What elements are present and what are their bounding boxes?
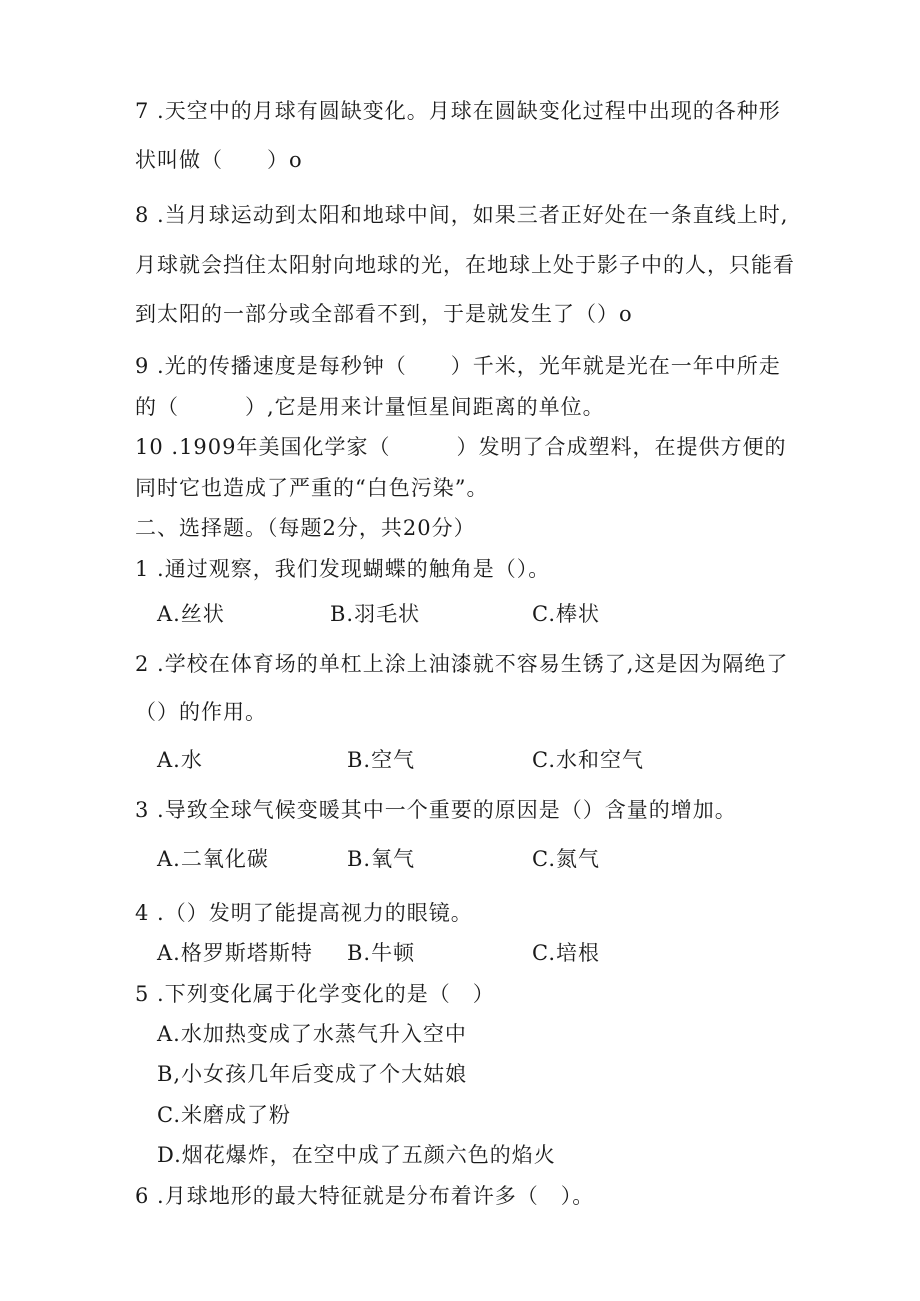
option-d: D.烟花爆炸，在空中成了五颜六色的焰火 — [157, 1143, 556, 1167]
question-text-line: 月球就会挡住太阳射向地球的光，在地球上处于影子中的人，只能看 — [135, 253, 795, 277]
option-a: A.水加热变成了水蒸气升入空中 — [157, 1022, 467, 1046]
question-text-line: 10 .1909年美国化学家（ ）发明了合成塑料，在提供方便的 — [135, 435, 787, 459]
question-stem: 2 .学校在体育场的单杠上涂上油漆就不容易生锈了,这是因为隔绝了 — [135, 652, 789, 676]
question-stem: 4 .（）发明了能提高视力的眼镜。 — [135, 901, 473, 925]
option-c: C.棒状 — [532, 602, 600, 626]
option-b: B,小女孩几年后变成了个大姑娘 — [157, 1062, 468, 1086]
question-text-line: 8 .当月球运动到太阳和地球中间，如果三者正好处在一条直线上时, — [135, 203, 789, 227]
question-text-line: 9 .光的传播速度是每秒钟（ ）千米，光年就是光在一年中所走 — [135, 354, 781, 378]
question-text-line: 状叫做（ ）o — [135, 148, 303, 172]
question-stem: 3 .导致全球气候变暖其中一个重要的原因是（）含量的增加。 — [135, 798, 737, 822]
question-text-line: 同时它也造成了严重的“白色污染”。 — [135, 476, 489, 500]
option-b: B.空气 — [347, 748, 416, 772]
option-c: C.米磨成了粉 — [157, 1103, 291, 1127]
question-stem: 6 .月球地形的最大特征就是分布着许多（ ）。 — [135, 1184, 595, 1208]
option-b: B.牛顿 — [347, 941, 416, 965]
question-text-line: 的（ ）,它是用来计量恒星间距离的单位。 — [135, 395, 605, 419]
option-a: A.二氧化碳 — [157, 847, 269, 871]
question-stem: 1 .通过观察，我们发现蝴蝶的触角是（）。 — [135, 557, 551, 581]
option-c: C.氮气 — [532, 847, 600, 871]
question-text-line: 到太阳的一部分或全部看不到，于是就发生了（）o — [135, 302, 633, 326]
option-a: A.丝状 — [157, 602, 225, 626]
option-a: A.格罗斯塔斯特 — [157, 941, 313, 965]
option-b: B.羽毛状 — [330, 602, 421, 626]
option-c: C.水和空气 — [532, 748, 644, 772]
option-b: B.氧气 — [347, 847, 416, 871]
question-text-line: 7 .天空中的月球有圆缺变化。月球在圆缺变化过程中出现的各种形 — [135, 99, 781, 123]
section-heading: 二、选择题。（每题2分，共20分） — [135, 516, 476, 540]
question-stem: （）的作用。 — [135, 700, 267, 724]
question-stem: 5 .下列变化属于化学变化的是（ ） — [135, 982, 495, 1006]
option-c: C.培根 — [532, 941, 600, 965]
option-a: A.水 — [157, 748, 203, 772]
